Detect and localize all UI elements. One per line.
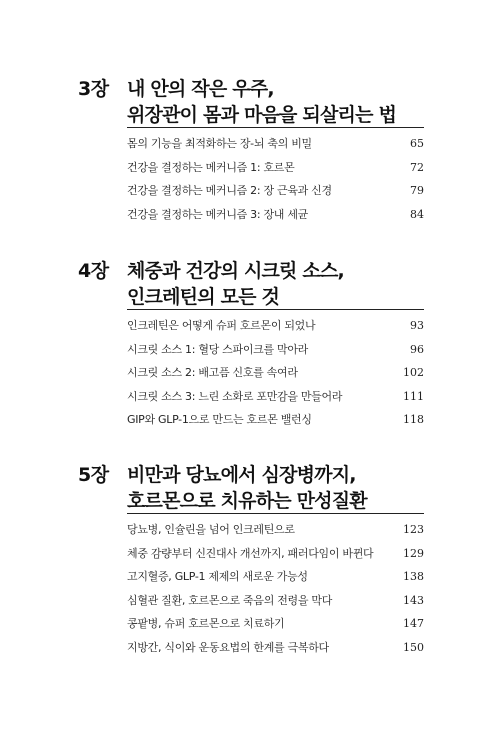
chapter-divider	[127, 127, 424, 128]
chapter-title-line: 호르몬으로 치유하는 만성질환	[127, 490, 367, 512]
toc-entry-page: 65	[410, 137, 424, 150]
toc-entry-title: 인크레틴은 어떻게 슈퍼 호르몬이 되었나	[127, 319, 316, 332]
toc-entry[interactable]	[127, 203, 424, 227]
chapter-divider	[127, 513, 424, 514]
toc-entry[interactable]	[127, 518, 424, 542]
toc-entry[interactable]	[127, 361, 424, 385]
toc-entry[interactable]	[127, 179, 424, 203]
toc-entry-title: 체중 감량부터 신진대사 개선까지, 패러다임이 바뀐다	[127, 546, 374, 560]
toc-entry-page: 138	[403, 570, 424, 583]
toc-entry-page: 150	[403, 640, 424, 654]
toc-entry-title: 당뇨병, 인슐린을 넘어 인크레틴으로	[127, 523, 295, 536]
chapter-title-line: 위장관이 몸과 마음을 되살리는 법	[127, 104, 397, 126]
toc-entry-title: 건강을 결정하는 메커니즘 2: 장 근육과 신경	[127, 184, 332, 197]
toc-entry-page: 96	[410, 342, 424, 356]
toc-entry[interactable]	[127, 338, 424, 362]
toc-entry[interactable]	[127, 314, 424, 338]
toc-entry[interactable]	[127, 408, 424, 432]
toc-entry-title: 콩팥병, 슈퍼 호르몬으로 치료하기	[127, 617, 285, 630]
toc-entry-page: 129	[403, 546, 424, 560]
toc-entry-page: 147	[403, 617, 424, 630]
chapter-title	[127, 76, 447, 128]
toc-entry-title: 심혈관 질환, 호르몬으로 죽음의 전령을 막다	[127, 593, 333, 607]
chapter-number: 5장	[78, 464, 109, 486]
toc-entry-title: 시크릿 소스 1: 혈당 스파이크를 막아라	[127, 342, 308, 356]
toc-entry-page: 79	[410, 184, 424, 197]
toc-entry-title: 몸의 기능을 최적화하는 장-뇌 축의 비밀	[127, 137, 312, 150]
chapter-5-entries	[127, 518, 424, 659]
toc-entry-title: 건강을 결정하는 메커니즘 3: 장내 세균	[127, 207, 308, 221]
toc-entry[interactable]	[127, 612, 424, 636]
toc-entry-page: 93	[410, 319, 424, 332]
chapter-divider	[127, 309, 424, 310]
toc-entry[interactable]	[127, 542, 424, 566]
toc-entry-title: 시크릿 소스 2: 배고픔 신호를 속여라	[127, 366, 298, 379]
toc-entry-page: 72	[410, 160, 424, 174]
toc-entry-page: 111	[403, 389, 424, 403]
chapter-number: 3장	[78, 78, 109, 100]
toc-entry-page: 123	[403, 523, 424, 536]
toc-entry[interactable]	[127, 132, 424, 156]
toc-entry[interactable]	[127, 565, 424, 589]
toc-entry-page: 143	[403, 593, 424, 607]
toc-entry-page: 102	[403, 366, 424, 379]
toc-entry[interactable]	[127, 156, 424, 180]
toc-entry-title: 지방간, 식이와 운동요법의 한계를 극복하다	[127, 640, 329, 654]
chapter-4-entries	[127, 314, 424, 432]
chapter-title-line: 체중과 건강의 시크릿 소스,	[127, 260, 344, 282]
toc-entry[interactable]	[127, 636, 424, 660]
toc-entry-title: 시크릿 소스 3: 느린 소화로 포만감을 만들어라	[127, 389, 343, 403]
toc-entry-title: 건강을 결정하는 메커니즘 1: 호르몬	[127, 160, 295, 174]
chapter-3-entries	[127, 132, 424, 226]
toc-entry[interactable]	[127, 385, 424, 409]
chapter-title-line: 인크레틴의 모든 것	[127, 286, 280, 308]
toc-entry-title: GIP와 GLP-1으로 만드는 호르몬 밸런싱	[127, 413, 312, 426]
toc-entry-page: 84	[410, 207, 424, 221]
toc-entry-title: 고지혈증, GLP-1 제제의 새로운 가능성	[127, 570, 308, 583]
chapter-title	[127, 258, 447, 310]
chapter-title	[127, 462, 447, 514]
toc-entry-page: 118	[403, 413, 424, 426]
chapter-number: 4장	[78, 260, 109, 282]
toc-entry[interactable]	[127, 589, 424, 613]
chapter-title-line: 내 안의 작은 우주,	[127, 78, 274, 100]
chapter-title-line: 비만과 당뇨에서 심장병까지,	[127, 464, 356, 486]
